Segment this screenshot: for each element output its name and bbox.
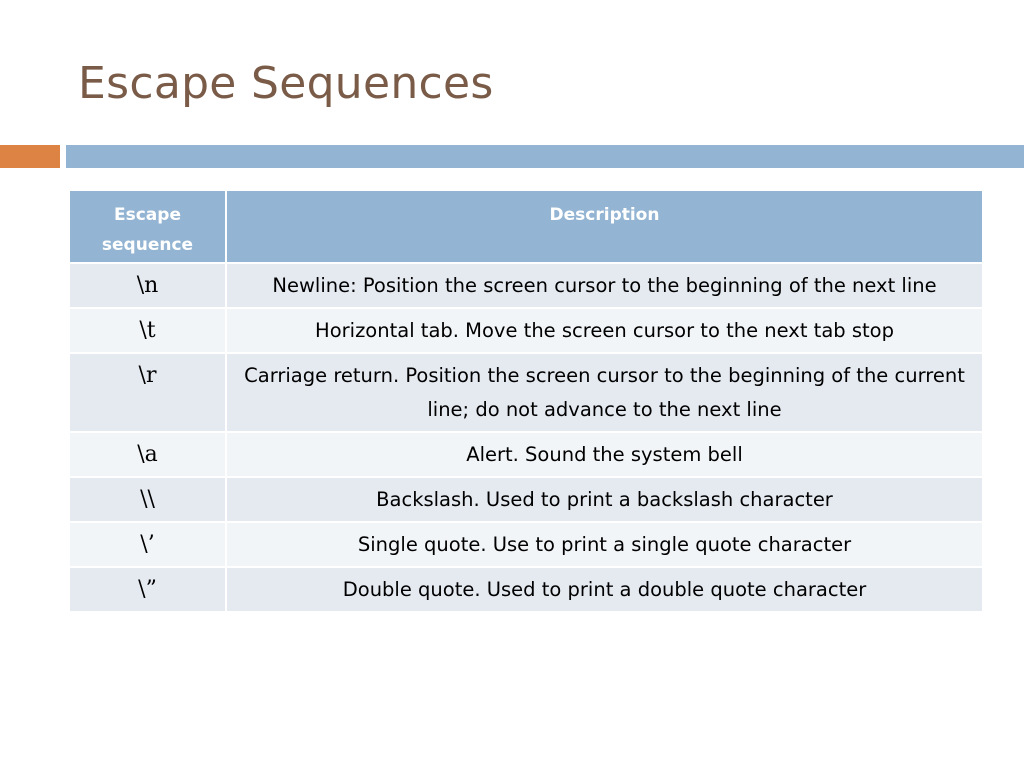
slide-title: Escape Sequences (78, 58, 494, 109)
description-cell: Single quote. Use to print a single quote character (226, 522, 983, 567)
header-description: Description (226, 190, 983, 263)
table-row (69, 353, 983, 432)
sequence-cell: \” (69, 567, 226, 612)
sequence-cell: \\ (69, 477, 226, 522)
escape-sequence-table (68, 189, 984, 613)
title-divider-bar (66, 145, 1024, 168)
description-cell: Double quote. Used to print a double quote character (226, 567, 983, 612)
description-cell: Horizontal tab. Move the screen cursor to the next tab stop (226, 308, 983, 353)
header-escape-sequence: Escape sequence (69, 190, 226, 263)
table-header-row (69, 190, 983, 263)
table-row (69, 308, 983, 353)
table-row (69, 567, 983, 612)
sequence-cell: \n (69, 263, 226, 308)
accent-bar (0, 145, 60, 168)
table-row (69, 432, 983, 477)
description-cell: Backslash. Used to print a backslash character (226, 477, 983, 522)
description-cell: Carriage return. Position the screen cursor to the beginning of the current line; do not advance to the next line (226, 353, 983, 432)
sequence-cell: \a (69, 432, 226, 477)
table-row (69, 522, 983, 567)
description-cell: Newline: Position the screen cursor to the beginning of the next line (226, 263, 983, 308)
sequence-cell: \r (69, 353, 226, 432)
sequence-cell: \’ (69, 522, 226, 567)
table-row (69, 477, 983, 522)
table-row (69, 263, 983, 308)
sequence-cell: \t (69, 308, 226, 353)
description-cell: Alert. Sound the system bell (226, 432, 983, 477)
